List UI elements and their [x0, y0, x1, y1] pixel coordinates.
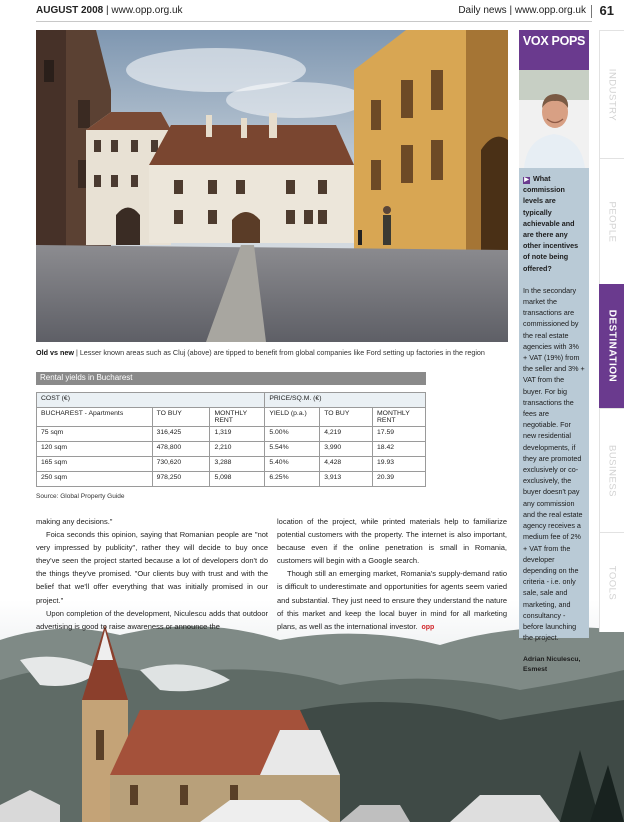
table-cell: 2,210	[210, 442, 265, 457]
column-header: BUCHAREST - Apartments	[37, 408, 153, 427]
table-cell: 20.39	[373, 472, 426, 487]
paragraph: Though still an emerging market, Romania's supply-demand ratio is difficult to underestimate and opportunities for agents seem varied and substantial. They just need to ensure they understand the nature of this market and keep the local buyer in mind for all marketing plans, as well as the international investor. opp	[277, 569, 507, 631]
header-url-left[interactable]: www.opp.org.uk	[111, 5, 183, 16]
photo-caption	[36, 348, 516, 357]
page-header	[36, 5, 614, 19]
paragraph: making any decisions."	[36, 517, 113, 526]
table-cell: 3,913	[320, 472, 373, 487]
table-cell: 3,288	[210, 457, 265, 472]
column-header: YIELD (p.a.)	[265, 408, 320, 427]
column-header: TO BUY	[152, 408, 210, 427]
table-cell: 478,800	[152, 442, 210, 457]
tab-people[interactable]: PEOPLE	[599, 158, 624, 284]
table-cell: 5.54%	[265, 442, 320, 457]
table-cell: 19.93	[373, 457, 426, 472]
table-row	[37, 457, 426, 472]
header-cost: COST (€)	[37, 393, 265, 408]
table-cell: 978,250	[152, 472, 210, 487]
vox-pops-sidebar	[519, 30, 589, 674]
column-header: MONTHLY RENT	[210, 408, 265, 427]
vox-signature: Adrian Niculescu, Esmest	[523, 656, 581, 674]
table-cell: 316,425	[152, 427, 210, 442]
table-cell: 165 sqm	[37, 457, 153, 472]
table-cell: 730,620	[152, 457, 210, 472]
article-column-2	[277, 515, 507, 634]
column-header: TO BUY	[320, 408, 373, 427]
paragraph: Upon completion of the development, Niculescu adds that outdoor advertising is good to raise awareness or announce the	[36, 608, 268, 631]
end-mark-logo: opp	[421, 623, 435, 631]
tab-destination[interactable]: DESTINATION	[599, 284, 624, 408]
interviewee-photo	[519, 70, 589, 168]
table-cell: 6.25%	[265, 472, 320, 487]
table-cell: 250 sqm	[37, 472, 153, 487]
table-row	[37, 442, 426, 457]
issue-date: AUGUST 2008	[36, 5, 104, 16]
table-subheader-row	[37, 408, 426, 427]
table-cell: 120 sqm	[37, 442, 153, 457]
table-row	[37, 427, 426, 442]
vox-answer: In the secondary market the transactions are commissioned by the real estate agencies with 3% + VAT (19%) from the seller and 3% + VAT from the buyer. For big transactions the fees are negotiable. For new residential developments, if they are promoted exclusively or co-exclusively, the buyer doesn't pay any commission and the real estate agency receives a medium fee of 2% + VAT from the developer depending on the criteria - i.e. only sale, sale and marketing, and consultancy - before launching the project.	[523, 285, 585, 643]
header-rule	[36, 21, 592, 22]
table-row	[37, 472, 426, 487]
arrow-right-icon: ▶	[524, 177, 529, 183]
portrait-illustration	[519, 70, 589, 168]
vox-pops-title: VOX POPS	[519, 30, 589, 70]
header-divider	[591, 5, 592, 18]
table-cell: 3,990	[320, 442, 373, 457]
table-cell: 5.40%	[265, 457, 320, 472]
table-cell: 18.42	[373, 442, 426, 457]
square-illustration	[36, 30, 508, 342]
tab-business[interactable]: BUSINESS	[599, 408, 624, 532]
table-header-row	[37, 393, 426, 408]
header-right: Daily news | www.opp.org.uk	[458, 5, 586, 16]
table-cell: 1,319	[210, 427, 265, 442]
paragraph: location of the project, while printed materials help to familiarize potential customers with the property. The internet is also important, because even if the online penetration is small in Romania, customers will begin with a Google search.	[277, 517, 507, 566]
table-source: Source: Global Property Guide	[36, 493, 125, 500]
table-cell: 17.59	[373, 427, 426, 442]
table-cell: 75 sqm	[37, 427, 153, 442]
paragraph: Foica seconds this opinion, saying that Romanian people are "not very impressed by publicity", rather they will decide to buy once they've seen the project started because a lot of developers don't do the things they've promised. "Our clients buy with trust and with the belief that we'll offer everything that was initially promised in our project."	[36, 530, 268, 605]
vox-pops-body	[523, 173, 585, 675]
table-title: Rental yields in Bucharest	[36, 372, 426, 385]
article-column-1	[36, 515, 268, 633]
rental-yields-table	[36, 392, 426, 487]
tab-tools[interactable]: TOOLS	[599, 532, 624, 632]
table-cell: 5,098	[210, 472, 265, 487]
header-url-right[interactable]: www.opp.org.uk	[514, 5, 586, 16]
header-price-sqm: PRICE/SQ.M. (€)	[265, 393, 426, 408]
caption-title: Old vs new	[36, 348, 74, 357]
caption-text: | Lesser known areas such as Cluj (above) are tipped to benefit from global companies like Ford setting up factories in the region	[73, 348, 485, 357]
vox-question: ▶ What commission levels are typically achievable and are there any other incentives of note being offered?	[523, 174, 579, 273]
section-name: Daily news	[458, 5, 507, 16]
tab-industry[interactable]: INDUSTRY	[599, 30, 624, 158]
header-left: AUGUST 2008 | www.opp.org.uk	[36, 5, 183, 16]
table-cell: 4,219	[320, 427, 373, 442]
page-number: 61	[599, 3, 614, 18]
table-cell: 4,428	[320, 457, 373, 472]
table-cell: 5.00%	[265, 427, 320, 442]
column-header: MONTHLY RENT	[373, 408, 426, 427]
square-photo	[36, 30, 508, 342]
